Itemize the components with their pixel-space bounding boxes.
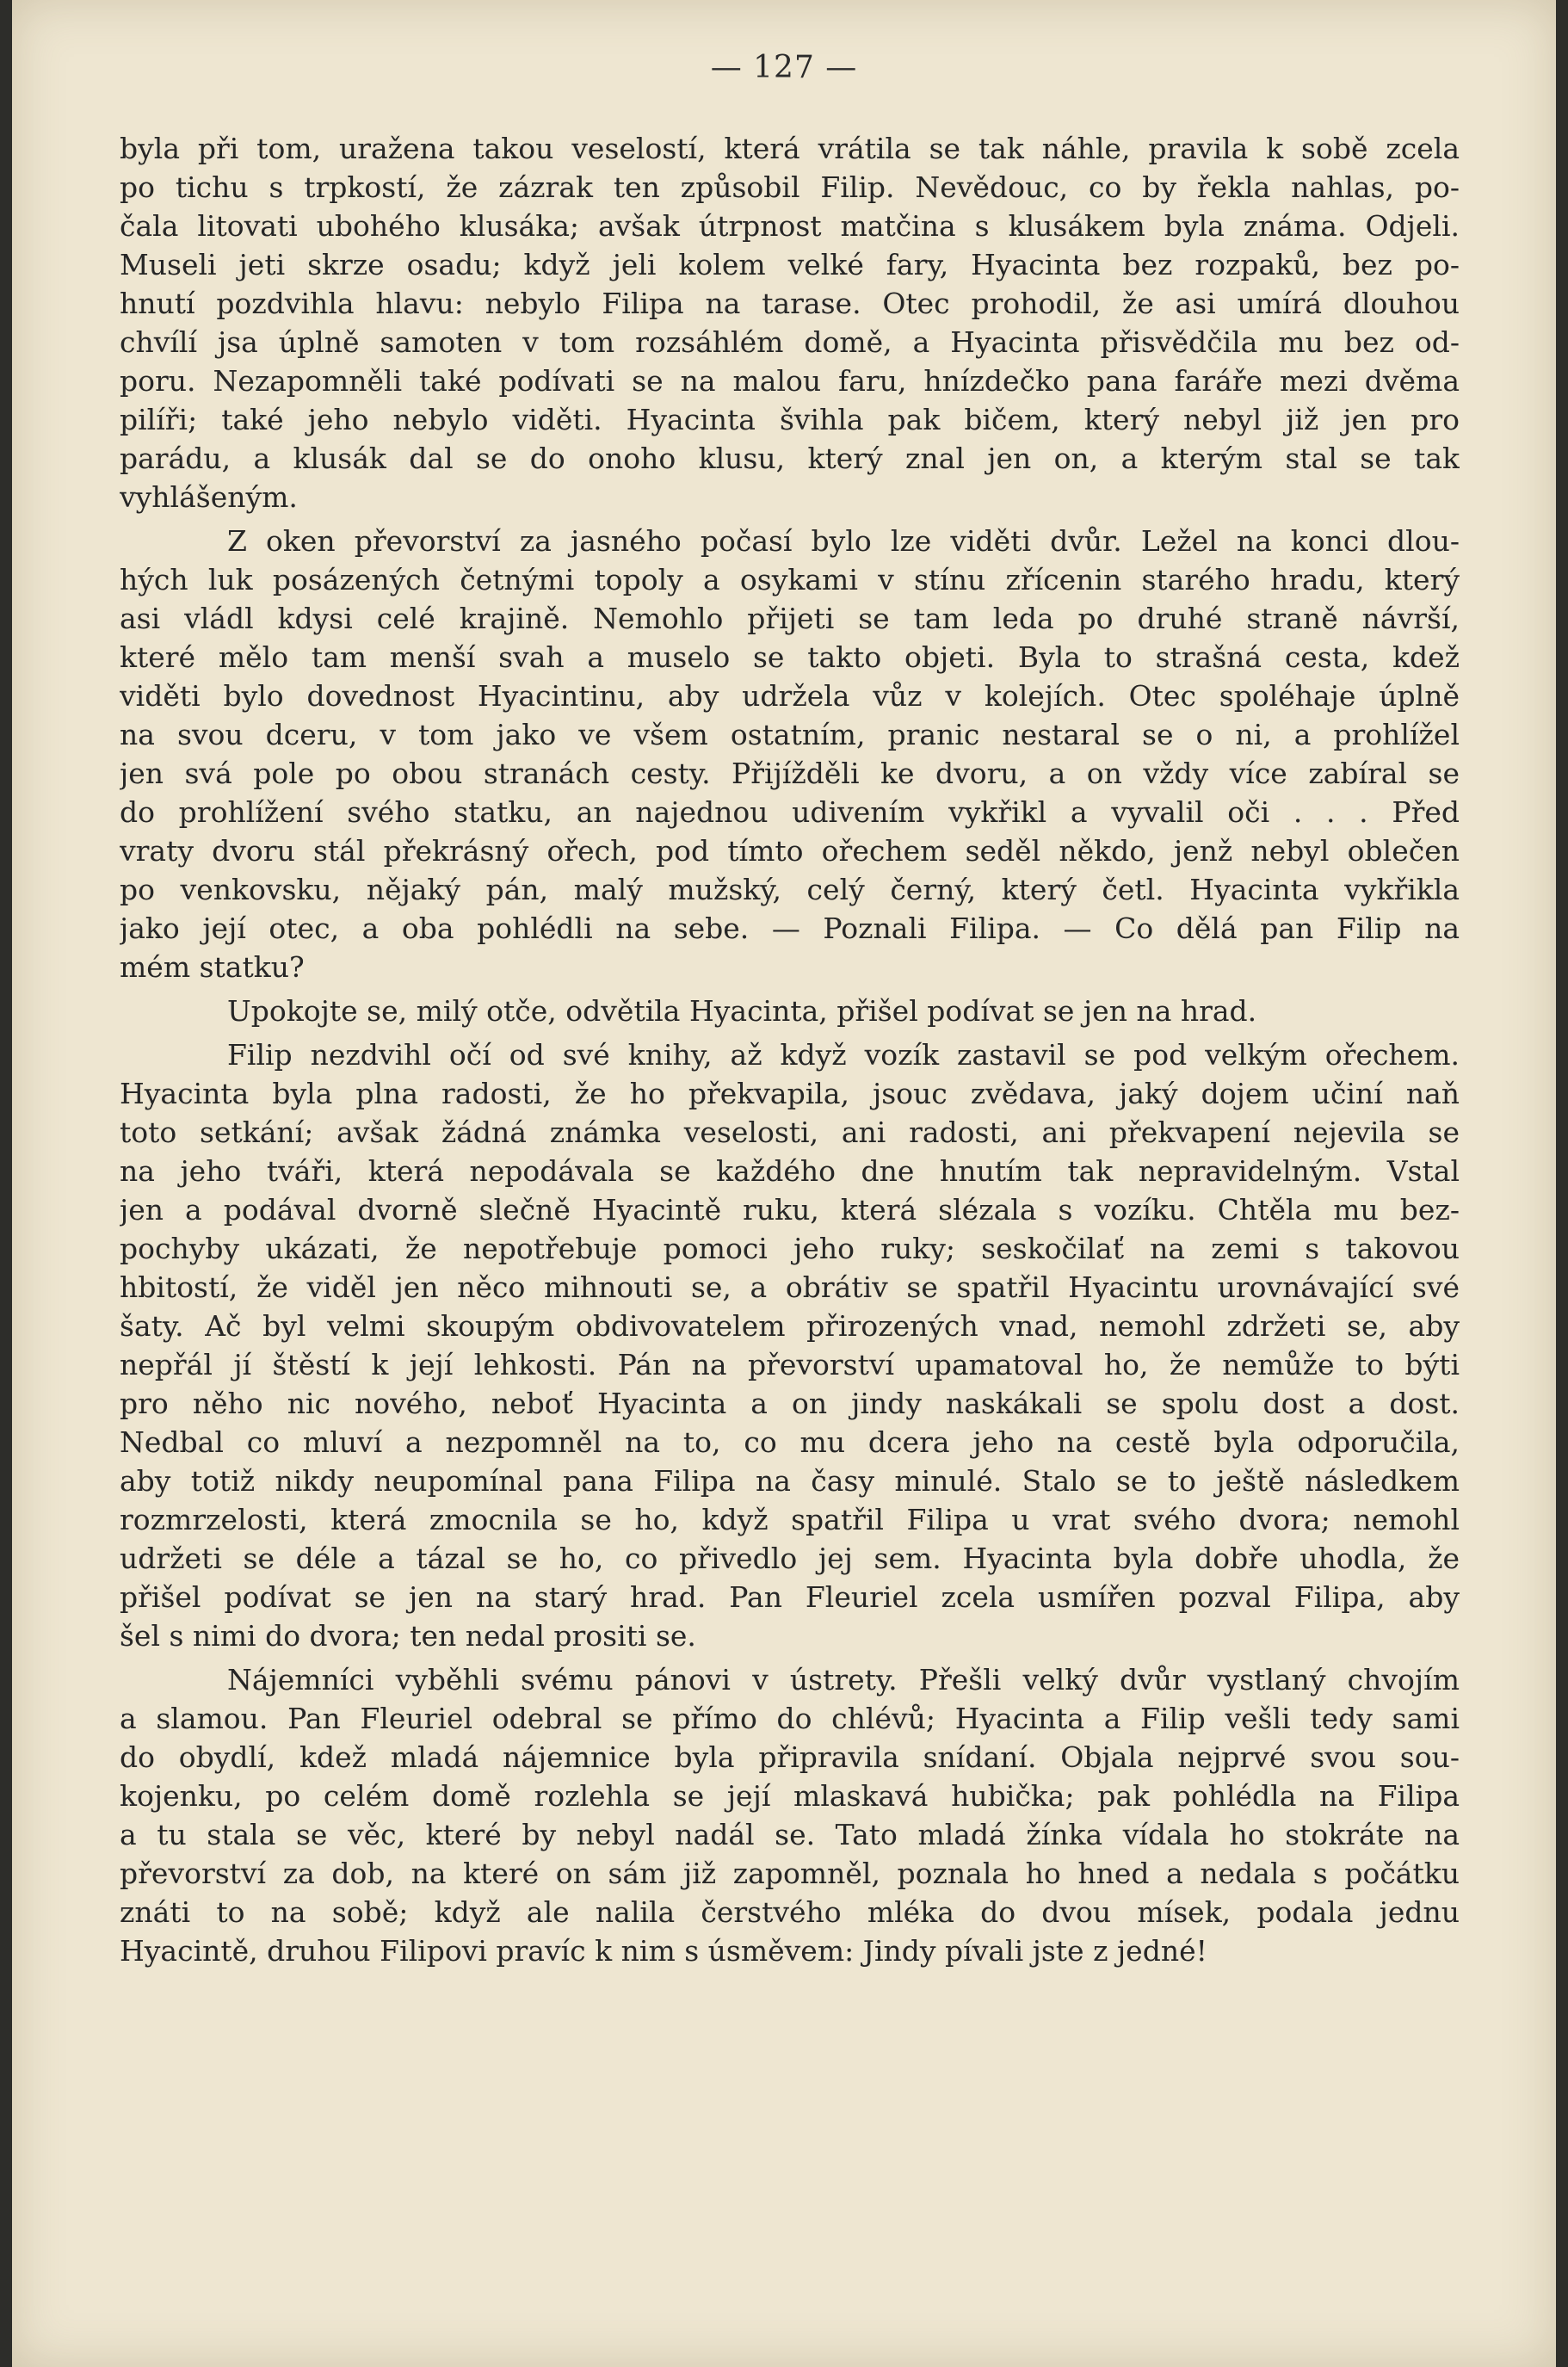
text-line: byla při tom, uražena takou veselostí, která vrátila se tak náhle, pravila k sobě zcela: [120, 132, 1460, 165]
text-line: chvílí jsa úplně samoten v tom rozsáhlém domě, a Hyacinta přisvědčila mu bez od-: [120, 325, 1460, 359]
text-line: asi vládl kdysi celé krajině. Nemohlo přijeti se tam leda po druhé straně návrší,: [120, 602, 1460, 635]
text-line: aby totiž nikdy neupomínal pana Filipa na časy minulé. Stalo se to ještě následkem: [120, 1464, 1460, 1498]
page-number: — 127 —: [710, 50, 858, 85]
text-line: a tu stala se věc, které by nebyl nadál se. Tato mladá žínka vídala ho stokráte na: [120, 1818, 1460, 1851]
text-line: mém statku?: [120, 950, 305, 984]
text-line: vyhlášeným.: [120, 480, 298, 514]
text-line: Hyacinta byla plna radosti, že ho překvapila, jsouc zvědava, jaký dojem učiní naň: [120, 1077, 1460, 1110]
text-line: Nájemníci vyběhli svému pánovi v ústrety. Přešli velký dvůr vystlaný chvojím: [227, 1663, 1460, 1696]
paragraph: [120, 1035, 1460, 1655]
text-line: hých luk posázených četnými topoly a osykami v stínu zřícenin starého hradu, který: [120, 563, 1460, 596]
text-line: po tichu s trpkostí, že zázrak ten způsobil Filip. Nevědouc, co by řekla nahlas, po-: [120, 170, 1460, 204]
text-line: na svou dceru, v tom jako ve všem ostatním, pranic nestaral se o ni, a prohlížel: [120, 718, 1460, 751]
text-line: znáti to na sobě; když ale nalila čerstvého mléka do dvou mísek, podala jednu: [120, 1895, 1460, 1929]
text-line: šaty. Ač byl velmi skoupým obdivovatelem přirozených vnad, nemohl zdržeti se, aby: [120, 1309, 1460, 1343]
text-line: kojenku, po celém domě rozlehla se její mlaskavá hubička; pak pohlédla na Filipa: [120, 1779, 1460, 1813]
text-line: Z oken převorství za jasného počasí bylo lze viděti dvůr. Ležel na konci dlou-: [227, 524, 1460, 558]
text-line: rozmrzelosti, která zmocnila se ho, když spatřil Filipa u vrat svého dvora; nemohl: [120, 1503, 1460, 1536]
text-line: jen a podával dvorně slečně Hyacintě ruku, která slézala s vozíku. Chtěla mu bez-: [120, 1193, 1460, 1227]
text-line: udržeti se déle a tázal se ho, co přivedlo jej sem. Hyacinta byla dobře uhodla, že: [120, 1542, 1460, 1575]
text-line: nepřál jí štěstí k její lehkosti. Pán na převorství upamatoval ho, že nemůže to býti: [120, 1348, 1460, 1381]
text-line: Museli jeti skrze osadu; když jeli kolem velké fary, Hyacinta bez rozpaků, bez po-: [120, 248, 1460, 281]
text-line: Upokojte se, milý otče, odvětila Hyacinta, přišel podívat se jen na hrad.: [227, 994, 1257, 1028]
paragraph: [120, 129, 1460, 516]
text-line: do prohlížení svého statku, an najednou udivením vykřikl a vyvalil oči . . . Před: [120, 795, 1460, 829]
text-line: převorství za dob, na které on sám již zapomněl, poznala ho hned a nedala s počátku: [120, 1857, 1460, 1890]
text-line: po venkovsku, nějaký pán, malý mužský, celý černý, který četl. Hyacinta vykřikla: [120, 873, 1460, 906]
text-line: přišel podívat se jen na starý hrad. Pan Fleuriel zcela usmířen pozval Filipa, aby: [120, 1580, 1460, 1614]
page-edge-right: [1556, 0, 1568, 2367]
text-line: pilíři; také jeho nebylo viděti. Hyacinta švihla pak bičem, který nebyl již jen pro: [120, 403, 1460, 436]
text-line: hbitostí, že viděl jen něco mihnouti se, a obrátiv se spatřil Hyacintu urovnávající své: [120, 1270, 1460, 1304]
text-line: do obydlí, kdež mladá nájemnice byla připravila snídaní. Objala nejprvé svou sou-: [120, 1740, 1460, 1774]
text-line: pochyby ukázati, že nepotřebuje pomoci jeho ruky; seskočilať na zemi s takovou: [120, 1232, 1460, 1265]
text-line: Hyacintě, druhou Filipovi pravíc k nim s úsměvem: Jindy pívali jste z jedné!: [120, 1934, 1207, 1968]
text-line: a slamou. Pan Fleuriel odebral se přímo do chlévů; Hyacinta a Filip vešli tedy sami: [120, 1702, 1460, 1735]
text-line: čala litovati ubohého klusáka; avšak útrpnost matčina s klusákem byla známa. Odjeli.: [120, 209, 1460, 243]
text-line: na jeho tváři, která nepodávala se každého dne hnutím tak nepravidelným. Vstal: [120, 1154, 1460, 1188]
text-line: Nedbal co mluví a nezpomněl na to, co mu dcera jeho na cestě byla odporučila,: [120, 1425, 1460, 1459]
text-line: hnutí pozdvihla hlavu: nebylo Filipa na tarase. Otec prohodil, že asi umírá dlouhou: [120, 287, 1460, 320]
text-line: poru. Nezapomněli také podívati se na malou faru, hnízdečko pana faráře mezi dvěma: [120, 364, 1460, 398]
text-line: Filip nezdvihl očí od své knihy, až když vozík zastavil se pod velkým ořechem.: [227, 1038, 1460, 1072]
paragraph: [120, 522, 1460, 986]
text-line: jen svá pole po obou stranách cesty. Přijížděli ke dvoru, a on vždy více zabíral se: [120, 757, 1460, 790]
text-line: toto setkání; avšak žádná známka veselosti, ani radosti, ani překvapení nejevila se: [120, 1116, 1460, 1149]
text-line: viděti bylo dovednost Hyacintinu, aby udržela vůz v kolejích. Otec spoléhaje úplně: [120, 679, 1460, 713]
page-edge-left: [0, 0, 12, 2367]
body-text: [120, 129, 1460, 1975]
book-page: [12, 0, 1556, 2367]
text-line: vraty dvoru stál překrásný ořech, pod tímto ořechem seděl někdo, jenž nebyl oblečen: [120, 834, 1460, 868]
text-line: pro něho nic nového, neboť Hyacinta a on jindy naskákali se spolu dost a dost.: [120, 1387, 1460, 1420]
text-line: šel s nimi do dvora; ten nedal prositi se.: [120, 1619, 696, 1653]
paragraph: [120, 1660, 1460, 1970]
text-line: parádu, a klusák dal se do onoho klusu, který znal jen on, a kterým stal se tak: [120, 442, 1460, 475]
text-line: které mělo tam menší svah a muselo se takto objeti. Byla to strašná cesta, kdež: [120, 640, 1460, 674]
text-line: jako její otec, a oba pohlédli na sebe. — Poznali Filipa. — Co dělá pan Filip na: [120, 912, 1460, 945]
paragraph: [120, 992, 1460, 1030]
